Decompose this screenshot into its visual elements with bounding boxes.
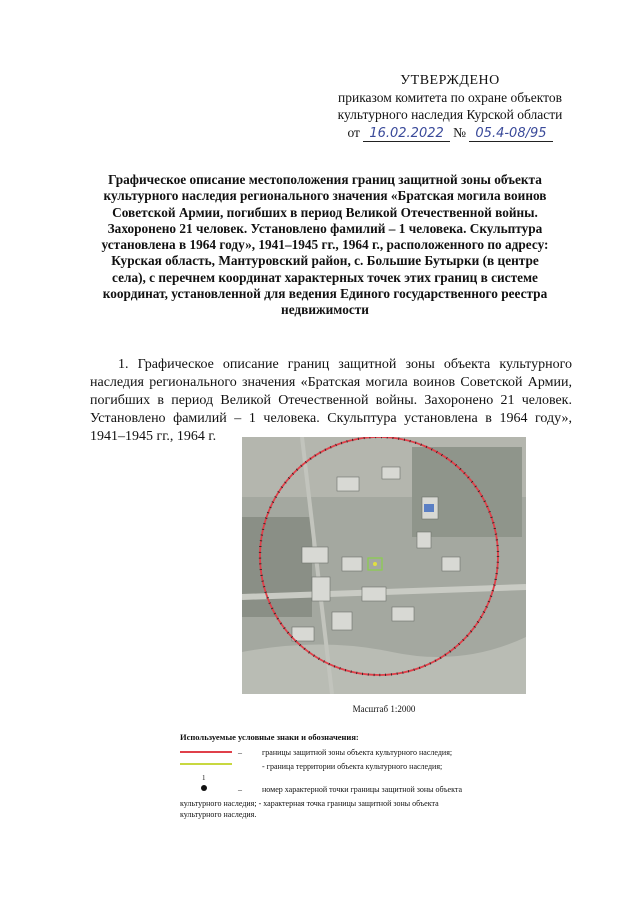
- handwritten-number: 05.4-08/95: [469, 126, 552, 142]
- legend-dash: –: [238, 748, 242, 757]
- handwritten-date: 16.02.2022: [363, 126, 449, 142]
- approval-line-2: культурного наследия Курской области: [337, 107, 563, 122]
- legend-row-point: [180, 775, 500, 797]
- approval-line-1: приказом комитета по охране объектов: [338, 90, 562, 105]
- legend-continuation: культурного наследия; - характерная точка границы защитной зоны объекта культурного наследия.: [180, 799, 439, 819]
- approval-date-number: [300, 124, 600, 142]
- section-1-paragraph: [90, 356, 572, 446]
- satellite-map: [242, 437, 526, 694]
- map-image: [242, 437, 526, 694]
- point-number-label: 1: [202, 774, 206, 782]
- legend-text-point: номер характерной точки границы защитной зоны объекта: [262, 785, 463, 794]
- red-line-swatch: [180, 751, 232, 753]
- number-prefix: №: [453, 125, 467, 140]
- legend-heading: Используемые условные знаки и обозначения:: [180, 732, 359, 742]
- document-title: Графическое описание местоположения границ защитной зоны объекта культурного наследия регионального значения «Братская могила воинов Советской Армии, погибших в период Великой Отечественной войны. Захоронено 21 человек. Установлено фамилий – 1 человека. Скульптура установлена в 1964 году», 1941–1945 гг., 1964 г., расположенного по адресу: Курская область, Мантуровский район, с. Большие Бутырки (в центре села), с перечнем координат характерных точек этих границ в системе координат, установленной для ведения Единого государственного реестра недвижимости: [101, 172, 549, 318]
- legend: [180, 732, 500, 820]
- section-1-text: 1. Графическое описание границ защитной зоны объекта культурного наследия регионального значения «Братская могила воинов Советской Армии, погибших в период Великой Отечественной войны. Захоронено 21 человек. Установлено фамилий – 1 человека. Скульптура установлена в 1964 году», 1941–1945 гг., 1964 г.: [90, 357, 572, 444]
- approval-title: УТВЕРЖДЕНО: [400, 73, 500, 88]
- legend-row-territory: [180, 761, 500, 775]
- map-scale: Масштаб 1:2000: [352, 704, 416, 714]
- legend-row-protection-zone: [180, 747, 500, 761]
- green-line-swatch: [180, 763, 232, 765]
- date-prefix: от: [347, 125, 360, 140]
- legend-text-territory: - граница территории объекта культурного наследия;: [262, 762, 443, 771]
- legend-dash: –: [238, 785, 242, 794]
- approval-block: [300, 72, 600, 142]
- point-dot-icon: [201, 785, 207, 791]
- legend-text-protection-zone: границы защитной зоны объекта культурного наследия;: [262, 748, 453, 757]
